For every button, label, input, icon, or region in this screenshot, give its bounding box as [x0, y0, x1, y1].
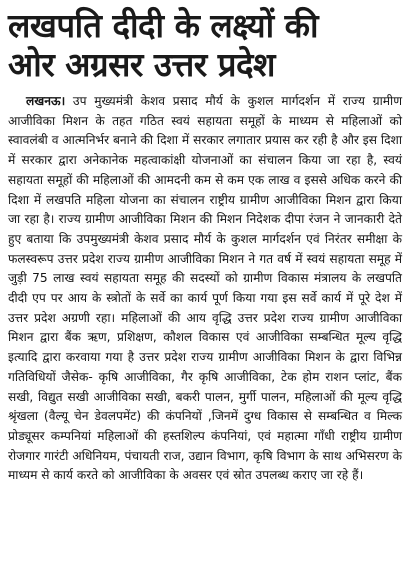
- article-body-text: उप मुख्यमंत्री केशव प्रसाद मौर्य के कुशल मार्गदर्शन में राज्य ग्रामीण आजीविका मिशन के तहत गठित स्वयं सहायता समूहों के माध्यम से महिलाओं को स्वावलंबी व आत्मनिर्भर बनाने की दिशा में सरकार लगातार प्रयास कर रही है और इस दिशा में सरकार द्वारा अनेकानेक महत्वाकांक्षी योजनाओं का संचालन किया जा रहा है, स्वयं सहायता समूहों की महिलाओं की आमदनी कम से कम एक लाख व इससे अधिक करने की दिशा में लखपति महिला योजना का संचालन राष्ट्रीय ग्रामीण आजीविका मिशन द्वारा किया जा रहा है। राज्य ग्रामीण आजीविका मिशन की मिशन निदेशक दीपा रंजन ने जानकारी देते हुए बताया कि उपमुख्यमंत्री केशव प्रसाद मौर्य के कुशल मार्गदर्शन एवं निरंतर समीक्षा के फलस्वरूप उत्तर प्रदेश राज्य ग्रामीण आजीविका मिशन ने गत वर्ष में स्वयं सहायता समूह में जुड़ी 75 लाख स्वयं सहायता समूह की सदस्यों को ग्रामीण विकास मंत्रालय के लखपति दीदी एप पर आय के स्त्रोतों के सर्वे का कार्य पूर्ण किया गया इस सर्वे कार्य में पूरे देश में उत्तर प्रदेश अग्रणी रहा। महिलाओं की आय वृद्धि उत्तर प्रदेश राज्य ग्रामीण आजीविका मिशन द्वारा बैंक ऋण, प्रशिक्षण, कौशल विकास एवं आजीविका सम्बन्धित मूल्य वृद्धि इत्यादि द्वारा करवाया गया है उत्तर प्रदेश राज्य ग्रामीण आजीविका मिशन के द्वारा विभिन्न गतिविधियों जैसेक- कृषि आजीविका, गैर कृषि आजीविका, टेक होम राशन प्लांट, बैंक सखी, विद्युत सखी आजीविका सखी, बकरी पालन, मुर्गी पालन, महिलाओं की मूल्य वृद्धि श्रृंखला (वैल्यू चेन डेवलपमेंट) की कंपनियों ,जिनमें दुग्ध विकास से सम्बन्धित व मिल्क प्रोड्यूसर कम्पनियां महिलाओं की हस्तशिल्प कंपनियां, एवं महात्मा गाँधी राष्ट्रीय ग्रामीण रोजगार गारंटी अधिनियम, पंचायती राज, उद्यान विभाग, कृषि विभाग के साथ अभिसरण के माध्यम से कार्य करते को आजीविका के अवसर एवं स्रोत उपलब्ध कराए जा रहे हैं।: [8, 94, 402, 483]
- article-paragraph: [8, 92, 402, 486]
- article-headline: [8, 6, 402, 84]
- headline-line-2: ओर अग्रसर उत्तर प्रदेश: [8, 45, 275, 84]
- dateline: लखनऊ।: [26, 94, 66, 108]
- article-body: [8, 92, 402, 486]
- headline-line-1: लखपति दीदी के लक्ष्यों की: [8, 6, 319, 45]
